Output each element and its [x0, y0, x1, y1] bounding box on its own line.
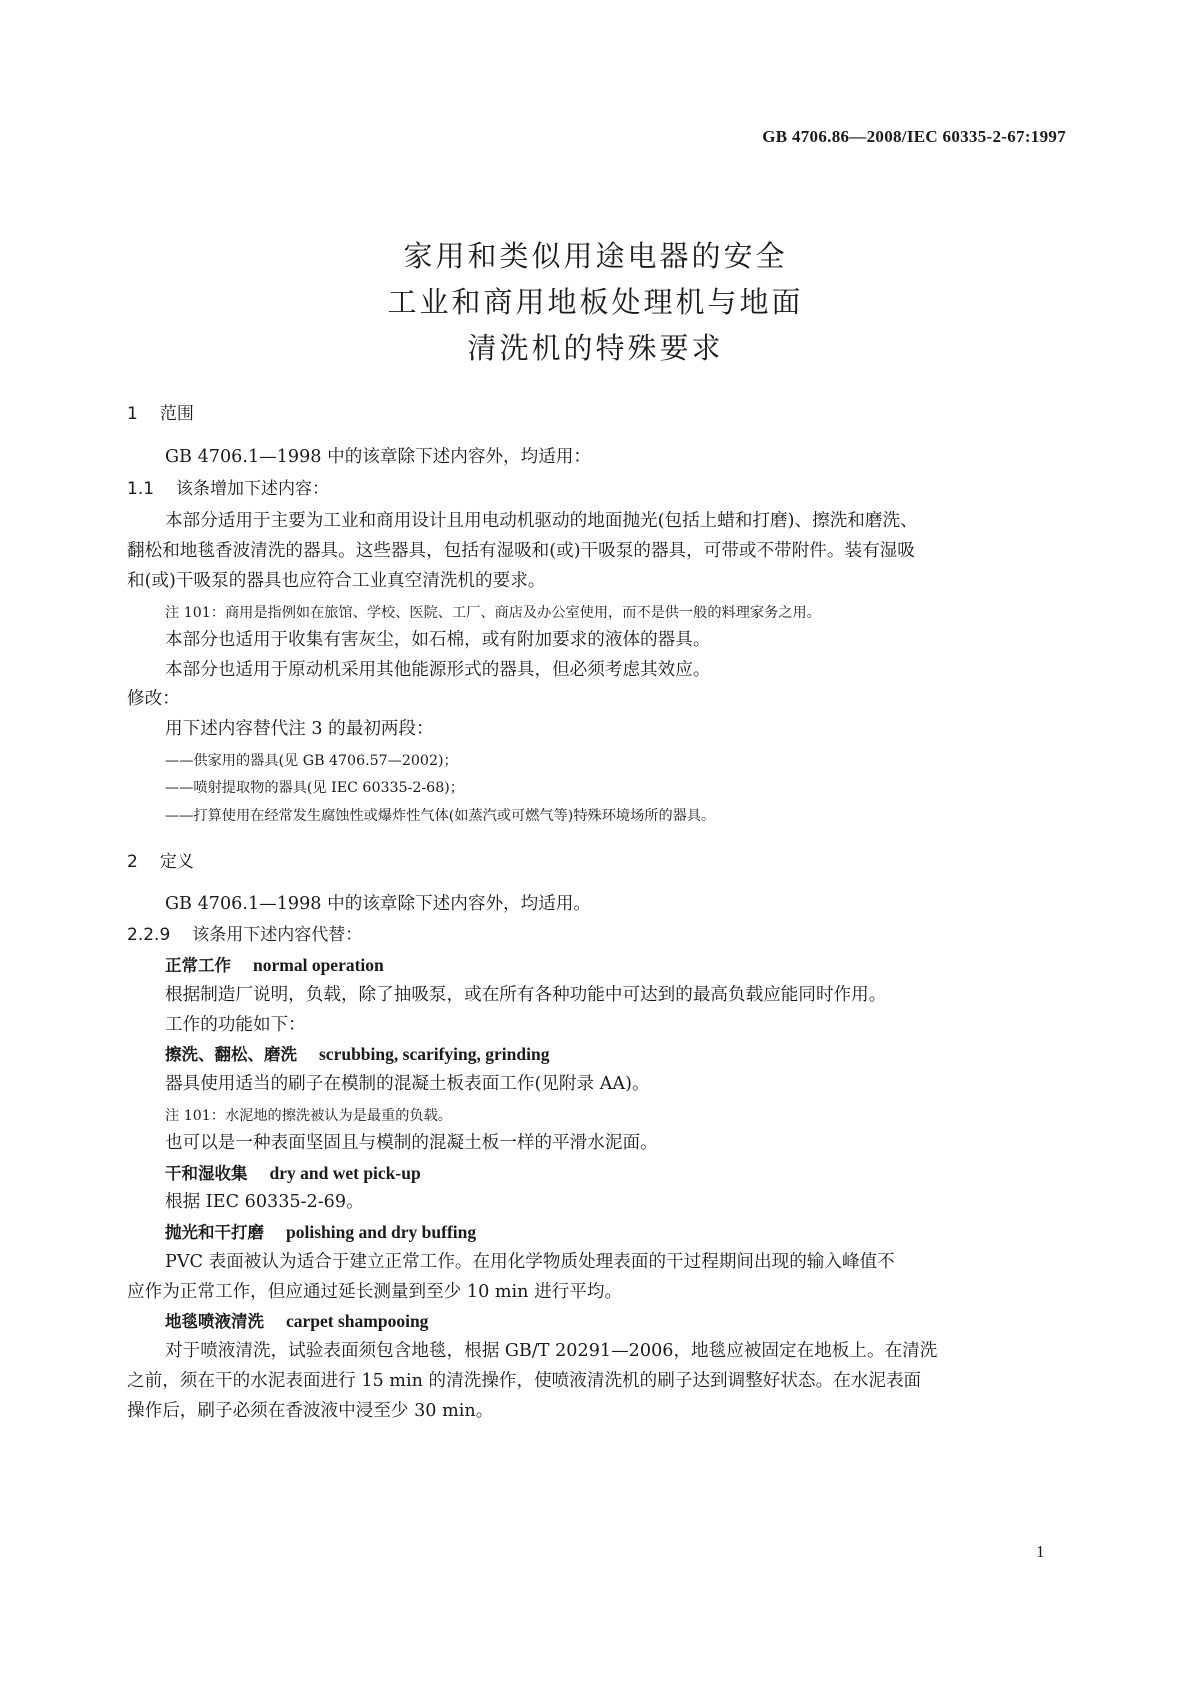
section-1-number: 1 — [127, 404, 138, 424]
section-1-paragraph: GB 4706.1—1998 中的该章除下述内容外，均适用： — [165, 447, 592, 467]
modification-item-3: ——打算使用在经常发生腐蚀性或爆炸性气体(如蒸汽或可燃气等)特殊环境场所的器具。 — [165, 808, 716, 824]
section-2-number: 2 — [127, 852, 138, 872]
normal-operation-definition: 根据制造厂说明，负载，除了抽吸泵，或在所有各种功能中可达到的最高负载应能同时作用。 — [165, 985, 887, 1005]
term-pick-up-en: dry and wet pick-up — [269, 1163, 421, 1183]
term-polishing-cn: 抛光和干打磨 — [165, 1223, 264, 1242]
clause-2-2-9-number: 2.2.9 — [127, 925, 171, 945]
term-carpet-shampooing-cn: 地毯喷液清洗 — [165, 1312, 264, 1331]
term-pick-up-cn: 干和湿收集 — [165, 1164, 248, 1183]
document-title — [0, 233, 1191, 371]
scrubbing-surface-alternative: 也可以是一种表面坚固且与模制的混凝土板一样的平滑水泥面。 — [165, 1133, 658, 1153]
clause-2-2-9-heading — [127, 923, 362, 947]
polishing-definition-line-2: 应作为正常工作，但应通过延长测量到至少 10 min 进行平均。 — [127, 1282, 623, 1302]
note-101-commercial: 注 101：商用是指例如在旅馆、学校、医院、工厂、商店及办公室使用，而不是供一般的料理家务之用。 — [165, 605, 821, 621]
modification-label: 修改： — [127, 689, 180, 709]
scope-paragraph-line-2: 翻松和地毯香波清洗的器具。这些器具，包括有湿吸和(或)干吸泵的器具，可带或不带附件。装有湿吸 — [127, 541, 915, 561]
shampooing-definition-line-2: 之前，须在干的水泥表面进行 15 min 的清洗操作，使喷液清洗机的刷子达到调整好状态。在水泥表面 — [127, 1371, 922, 1391]
clause-1-1-text: 该条增加下述内容： — [176, 479, 330, 499]
clause-1-1-heading — [127, 477, 329, 501]
modification-intro: 用下述内容替代注 3 的最初两段： — [165, 719, 434, 739]
term-polishing — [165, 1220, 476, 1245]
term-polishing-en: polishing and dry buffing — [286, 1222, 477, 1242]
shampooing-definition-line-1: 对于喷液清洗，试验表面须包含地毯，根据 GB/T 20291—2006，地毯应被固定在地板上。在清洗 — [165, 1341, 938, 1361]
page-number: 1 — [1036, 1542, 1045, 1561]
polishing-definition-line-1: PVC 表面被认为适合于建立正常工作。在用化学物质处理表面的干过程期间出现的输入峰值不 — [165, 1252, 895, 1272]
scope-paragraph-other-energy: 本部分也适用于原动机采用其他能源形式的器具，但必须考虑其效应。 — [165, 660, 711, 680]
scope-paragraph-line-3: 和(或)干吸泵的器具也应符合工业真空清洗机的要求。 — [127, 571, 546, 591]
title-line-1: 家用和类似用途电器的安全 — [403, 239, 788, 273]
title-line-2: 工业和商用地板处理机与地面 — [387, 285, 804, 319]
clause-1-1-number: 1.1 — [127, 479, 155, 499]
title-line-3: 清洗机的特殊要求 — [467, 331, 724, 365]
term-normal-operation-en: normal operation — [253, 955, 384, 975]
term-normal-operation-cn: 正常工作 — [165, 956, 231, 975]
functions-intro: 工作的功能如下： — [165, 1015, 306, 1035]
modification-item-1: ——供家用的器具(见 GB 4706.57—2002)； — [165, 753, 458, 769]
pick-up-definition: 根据 IEC 60335-2-69。 — [165, 1192, 364, 1212]
term-normal-operation — [165, 953, 384, 978]
section-2-heading — [127, 850, 194, 874]
term-scrubbing-en: scrubbing, scarifying, grinding — [319, 1044, 550, 1064]
term-scrubbing-cn: 擦洗、翻松、磨洗 — [165, 1045, 297, 1064]
term-scrubbing — [165, 1042, 549, 1067]
section-2-paragraph: GB 4706.1—1998 中的该章除下述内容外，均适用。 — [165, 894, 592, 914]
note-101-scrubbing: 注 101：水泥地的擦洗被认为是最重的负载。 — [165, 1108, 452, 1124]
term-carpet-shampooing-en: carpet shampooing — [286, 1311, 429, 1331]
section-1-heading — [127, 402, 194, 426]
clause-2-2-9-text: 该条用下述内容代替： — [192, 925, 363, 945]
section-1-title: 范围 — [159, 404, 194, 424]
modification-item-2: ——喷射提取物的器具(见 IEC 60335-2-68)； — [165, 780, 464, 796]
scope-paragraph-line-1: 本部分适用于主要为工业和商用设计且用电动机驱动的地面抛光(包括上蜡和打磨)、擦洗和磨洗、 — [165, 511, 918, 531]
standard-code: GB 4706.86—2008/IEC 60335-2-67:1997 — [762, 127, 1066, 146]
shampooing-definition-line-3: 操作后，刷子必须在香波液中浸至少 30 min。 — [127, 1401, 494, 1421]
scrubbing-definition: 器具使用适当的刷子在模制的混凝土板表面工作(见附录 AA)。 — [165, 1074, 650, 1094]
section-2-title: 定义 — [159, 852, 194, 872]
term-pick-up — [165, 1161, 421, 1186]
scope-paragraph-hazardous-dust: 本部分也适用于收集有害灰尘，如石棉，或有附加要求的液体的器具。 — [165, 630, 711, 650]
term-carpet-shampooing — [165, 1309, 428, 1334]
